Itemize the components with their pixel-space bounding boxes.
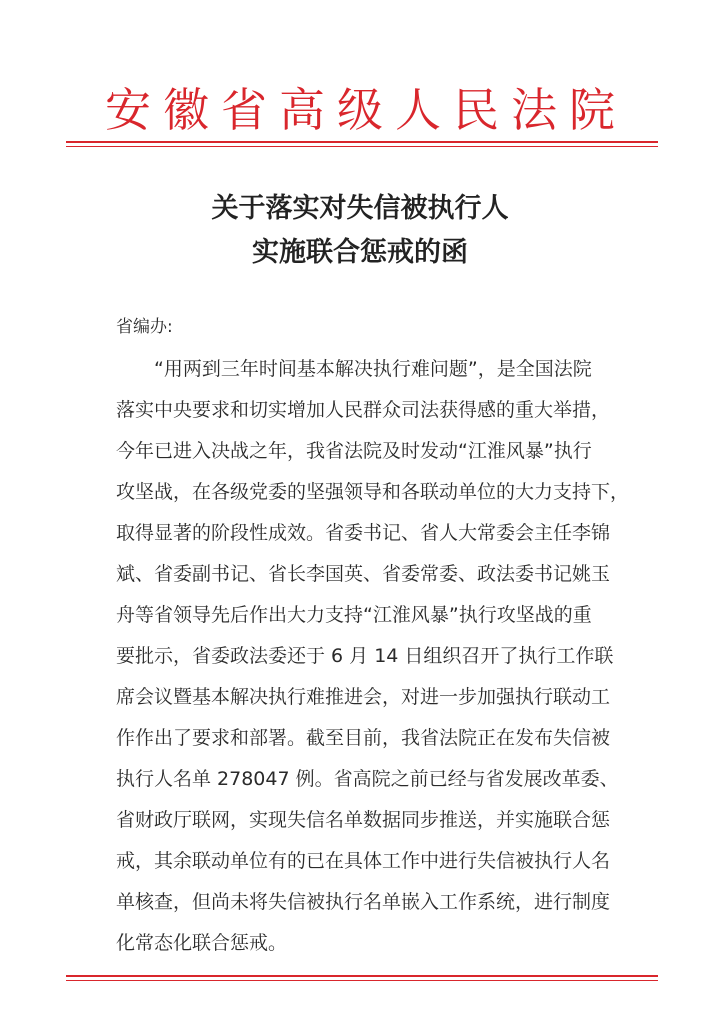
body-line: 席会议暨基本解决执行难推进会，对进一步加强执行联动工 — [116, 686, 611, 708]
header-rule-thick — [66, 141, 658, 143]
body-line: 作作出了要求和部署。截至目前，我省法院正在发布失信被 — [116, 727, 611, 749]
body-line: “用两到三年时间基本解决执行难问题”，是全国法院 — [154, 358, 592, 380]
body-line: 化常态化联合惩戒。 — [116, 932, 288, 954]
body-line: 戒，其余联动单位有的已在具体工作中进行失信被执行人名 — [116, 850, 611, 872]
body-line: 舟等省领导先后作出大力支持“江淮风暴”执行攻坚战的重 — [116, 604, 592, 626]
document-title-line-1: 关于落实对失信被执行人 — [211, 193, 509, 224]
footer-rule-thin — [66, 980, 658, 981]
addressee: 省编办: — [116, 317, 173, 337]
body-line: 省财政厅联网，实现失信名单数据同步推送，并实施联合惩 — [116, 809, 611, 831]
footer-rule-thick — [66, 975, 658, 977]
body-line: 执行人名单 278047 例。省高院之前已经与省发展改革委、 — [116, 768, 619, 790]
body-line: 落实中央要求和切实增加人民群众司法获得感的重大举措， — [116, 399, 611, 421]
issuing-court-header: 安徽省高级人民法院 — [105, 83, 627, 137]
body-line: 单核查，但尚未将失信被执行名单嵌入工作系统，进行制度 — [116, 891, 611, 913]
body-line: 取得显著的阶段性成效。省委书记、省人大常委会主任李锦 — [116, 522, 611, 544]
document-title-line-2: 实施联合惩戒的函 — [252, 237, 468, 268]
body-line: 斌、省委副书记、省长李国英、省委常委、政法委书记姚玉 — [116, 563, 611, 585]
body-line: 攻坚战，在各级党委的坚强领导和各联动单位的大力支持下， — [116, 481, 630, 503]
body-line: 要批示，省委政法委还于 6 月 14 日组织召开了执行工作联 — [116, 645, 614, 667]
body-line: 今年已进入决战之年，我省法院及时发动“江淮风暴”执行 — [116, 440, 592, 462]
header-rule-thin — [66, 146, 658, 147]
